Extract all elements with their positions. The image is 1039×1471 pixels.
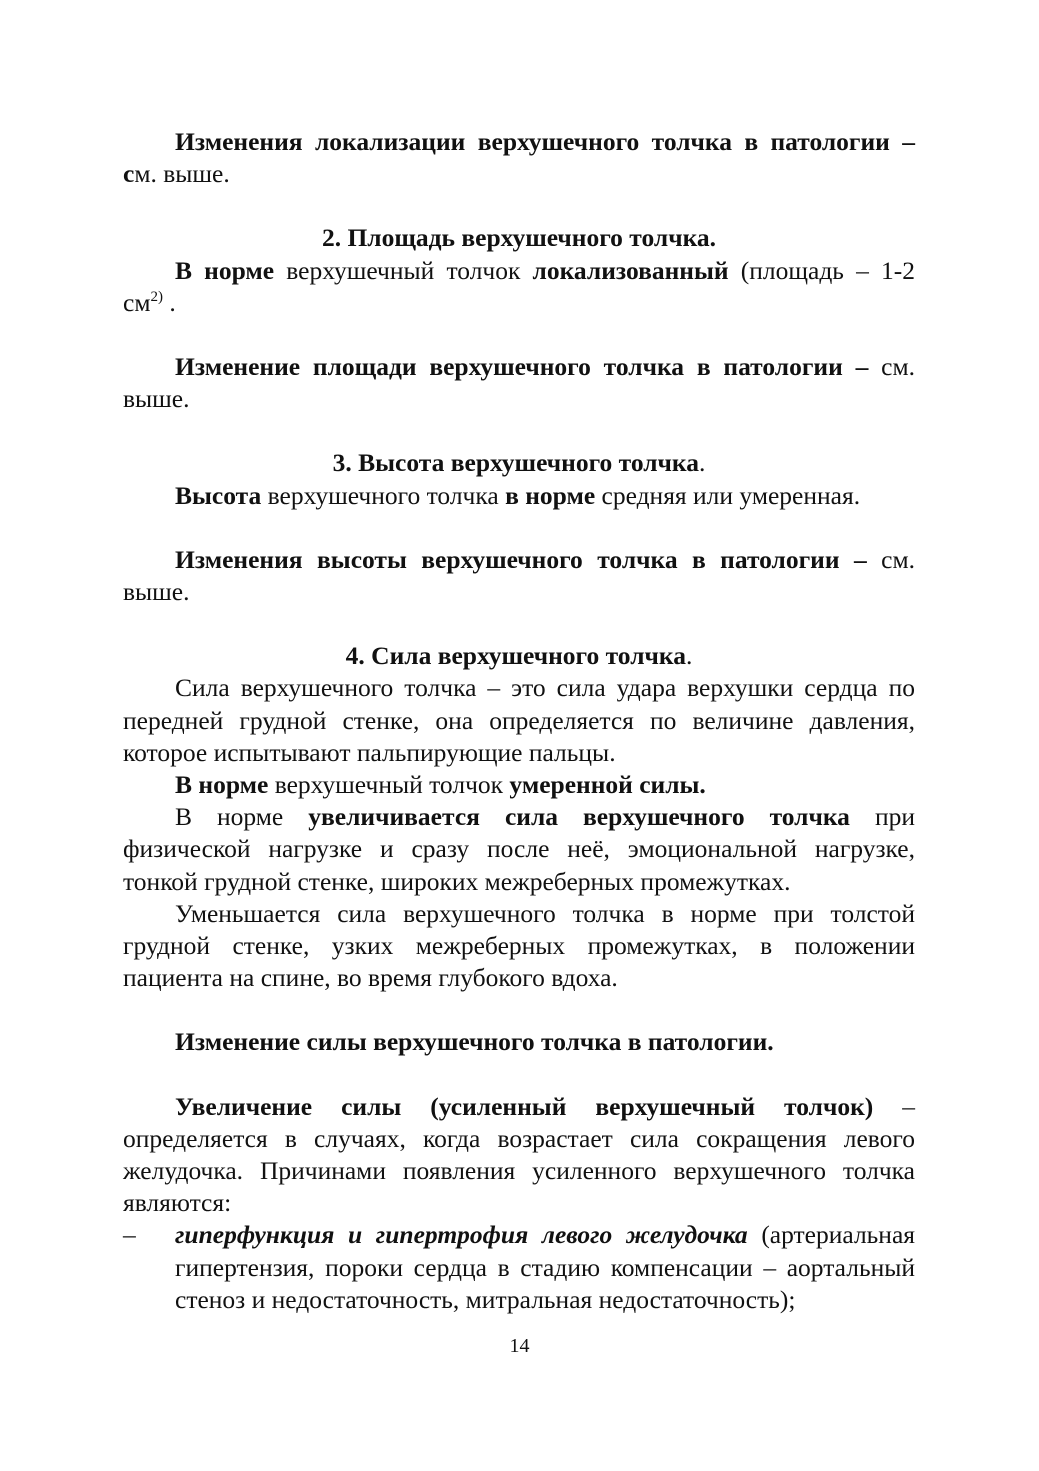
text: . (162, 287, 176, 317)
paragraph-strength-increase-norm (123, 801, 915, 898)
paragraph-localization-pathology (123, 126, 915, 190)
paragraph-area-pathology (123, 351, 915, 415)
text: при физической нагрузке и сразу после неё, эмоциональной нагрузке, тонкой грудной стенке, широких межреберных промежутках. (123, 802, 915, 896)
bold-text: Высота (175, 480, 262, 510)
superscript: 2) (150, 288, 163, 305)
page-number: 14 (509, 1335, 530, 1357)
bold-italic-text: гиперфункция и гипертрофия левого желудочка (175, 1220, 748, 1250)
text: . (699, 448, 706, 478)
bold-text: В норме (175, 255, 275, 285)
paragraph-strength-decrease-norm (123, 898, 915, 995)
heading-text: 4. Сила верхушечного толчка (345, 641, 686, 671)
list-dash: – (123, 1220, 136, 1250)
bold-text: умеренной силы. (509, 770, 706, 800)
bold-text: В норме (175, 770, 269, 800)
heading-text: 3. Высота верхушечного толчка (332, 448, 699, 478)
text: (артериальная гипертензия, пороки сердца в стадию компенсации – аортальный стеноз и недостаточность, митральная недостаточность); (175, 1220, 915, 1314)
paragraph-strength-pathology-heading (123, 1026, 915, 1058)
text: верхушечного толчка (261, 480, 506, 510)
bold-text: в норме (505, 480, 596, 510)
text: м. выше. (134, 159, 230, 189)
text: верхушечный толчок (268, 770, 510, 800)
paragraph-height-norm (123, 480, 915, 512)
section-heading-area (123, 222, 915, 254)
text: . (685, 641, 693, 671)
bold-text: Изменения высоты верхушечного толчка в патологии – (175, 544, 867, 574)
bold-text: Изменение площади верхушечного толчка в патологии – (175, 352, 869, 382)
list-item (123, 1219, 915, 1316)
paragraph-strength-increased (123, 1091, 915, 1220)
text: Уменьшается сила верхушечного толчка в норме при толстой грудной стенке, узких межреберных промежутках, в положении пациента на спине, во время глубокого вдоха. (123, 898, 915, 993)
text: В норме (175, 802, 309, 832)
text: см. выше. (123, 544, 915, 607)
text: Сила верхушечного толчка – это сила удара верхушки сердца по передней грудной стенке, она определяется по величине давления, которое испытывают пальпирующие пальцы. (123, 673, 915, 767)
bold-text: локализованный (532, 255, 729, 285)
text: средняя или умеренная. (595, 480, 861, 510)
section-heading-strength (123, 640, 915, 672)
heading-text: 2. Площадь верхушечного толчка. (321, 223, 717, 253)
text: (площадь – 1-2 см (123, 255, 915, 317)
text: верхушечный толчок (274, 255, 533, 285)
bold-text: увеличивается сила верхушечного толчка (308, 802, 850, 832)
paragraph-strength-definition (123, 672, 915, 769)
bold-text: Изменение силы верхушечного толчка в патологии. (175, 1027, 774, 1057)
paragraph-strength-norm (123, 769, 915, 801)
text: см. выше. (123, 352, 915, 414)
paragraph-height-pathology (123, 544, 915, 608)
bold-text: Изменения локализации верхушечного толчка в патологии – с (123, 127, 915, 189)
section-heading-height (123, 447, 915, 479)
bold-text: Увеличение силы (усиленный верхушечный толчок) (175, 1091, 874, 1121)
text: – определяется в случаях, когда возрастает сила сокращения левого желудочка. Причинами появления усиленного верхушечного толчка являются: (123, 1091, 915, 1218)
paragraph-area-norm (123, 255, 915, 319)
document-body (123, 126, 915, 1316)
list-item-text (175, 1219, 915, 1316)
